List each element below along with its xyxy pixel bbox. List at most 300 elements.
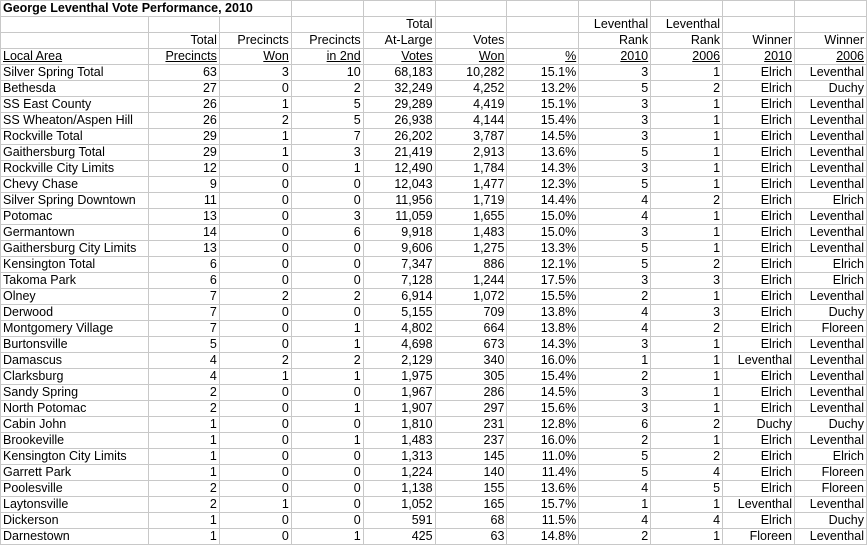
value-cell[interactable]: 1: [148, 417, 219, 433]
value-cell[interactable]: 165: [435, 497, 507, 513]
value-cell[interactable]: Elrich: [723, 177, 795, 193]
value-cell[interactable]: Elrich: [723, 193, 795, 209]
value-cell[interactable]: 1,313: [363, 449, 435, 465]
value-cell[interactable]: 1: [651, 161, 723, 177]
value-cell[interactable]: 2: [651, 449, 723, 465]
value-cell[interactable]: 0: [291, 193, 363, 209]
value-cell[interactable]: 3: [579, 113, 651, 129]
value-cell[interactable]: 26: [148, 113, 219, 129]
value-cell[interactable]: 2: [291, 289, 363, 305]
value-cell[interactable]: Elrich: [723, 145, 795, 161]
value-cell[interactable]: Elrich: [723, 113, 795, 129]
value-cell[interactable]: 1: [219, 129, 291, 145]
value-cell[interactable]: Leventhal: [794, 241, 866, 257]
header-cell[interactable]: Total: [148, 33, 219, 49]
value-cell[interactable]: 0: [291, 513, 363, 529]
value-cell[interactable]: Elrich: [794, 273, 866, 289]
value-cell[interactable]: 7: [148, 321, 219, 337]
value-cell[interactable]: Elrich: [723, 513, 795, 529]
value-cell[interactable]: Leventhal: [723, 497, 795, 513]
value-cell[interactable]: 0: [219, 481, 291, 497]
area-name-cell[interactable]: Poolesville: [1, 481, 149, 497]
value-cell[interactable]: 1: [651, 385, 723, 401]
value-cell[interactable]: 68,183: [363, 65, 435, 81]
value-cell[interactable]: 4,419: [435, 97, 507, 113]
value-cell[interactable]: 4: [579, 305, 651, 321]
value-cell[interactable]: Leventhal: [794, 129, 866, 145]
area-name-cell[interactable]: Laytonsville: [1, 497, 149, 513]
value-cell[interactable]: 0: [291, 481, 363, 497]
value-cell[interactable]: 14.4%: [507, 193, 579, 209]
value-cell[interactable]: 68: [435, 513, 507, 529]
header-cell[interactable]: Votes: [363, 49, 435, 65]
value-cell[interactable]: 1,052: [363, 497, 435, 513]
value-cell[interactable]: Elrich: [723, 225, 795, 241]
value-cell[interactable]: 12.1%: [507, 257, 579, 273]
value-cell[interactable]: 15.0%: [507, 225, 579, 241]
value-cell[interactable]: 17.5%: [507, 273, 579, 289]
value-cell[interactable]: 0: [219, 81, 291, 97]
value-cell[interactable]: Elrich: [723, 241, 795, 257]
value-cell[interactable]: 5: [579, 81, 651, 97]
value-cell[interactable]: 0: [219, 209, 291, 225]
area-name-cell[interactable]: Germantown: [1, 225, 149, 241]
value-cell[interactable]: 5: [579, 449, 651, 465]
value-cell[interactable]: 1: [651, 337, 723, 353]
value-cell[interactable]: 11.0%: [507, 449, 579, 465]
value-cell[interactable]: 340: [435, 353, 507, 369]
header-cell-local-area[interactable]: [1, 17, 149, 33]
value-cell[interactable]: 1,784: [435, 161, 507, 177]
cell[interactable]: [651, 1, 723, 17]
value-cell[interactable]: 15.6%: [507, 401, 579, 417]
area-name-cell[interactable]: Brookeville: [1, 433, 149, 449]
value-cell[interactable]: Elrich: [723, 449, 795, 465]
value-cell[interactable]: 3: [579, 161, 651, 177]
area-name-cell[interactable]: Derwood: [1, 305, 149, 321]
header-cell[interactable]: Precincts: [219, 33, 291, 49]
value-cell[interactable]: 1: [651, 353, 723, 369]
value-cell[interactable]: Elrich: [723, 273, 795, 289]
value-cell[interactable]: 2: [651, 193, 723, 209]
value-cell[interactable]: 2: [219, 289, 291, 305]
cell[interactable]: [363, 1, 435, 17]
header-cell[interactable]: Leventhal: [579, 17, 651, 33]
value-cell[interactable]: Elrich: [723, 465, 795, 481]
value-cell[interactable]: 155: [435, 481, 507, 497]
area-name-cell[interactable]: Kensington City Limits: [1, 449, 149, 465]
value-cell[interactable]: 3: [579, 129, 651, 145]
value-cell[interactable]: 1: [651, 65, 723, 81]
value-cell[interactable]: 3: [579, 97, 651, 113]
value-cell[interactable]: 1: [148, 449, 219, 465]
value-cell[interactable]: Leventhal: [794, 225, 866, 241]
value-cell[interactable]: 11.5%: [507, 513, 579, 529]
value-cell[interactable]: Elrich: [723, 65, 795, 81]
value-cell[interactable]: Elrich: [723, 97, 795, 113]
value-cell[interactable]: 709: [435, 305, 507, 321]
value-cell[interactable]: 2: [579, 289, 651, 305]
area-name-cell[interactable]: Rockville Total: [1, 129, 149, 145]
value-cell[interactable]: 14.8%: [507, 529, 579, 545]
value-cell[interactable]: Leventhal: [794, 161, 866, 177]
area-name-cell[interactable]: Garrett Park: [1, 465, 149, 481]
value-cell[interactable]: 4,252: [435, 81, 507, 97]
value-cell[interactable]: 12,490: [363, 161, 435, 177]
value-cell[interactable]: 5: [579, 177, 651, 193]
value-cell[interactable]: 0: [291, 305, 363, 321]
value-cell[interactable]: Elrich: [723, 161, 795, 177]
value-cell[interactable]: 297: [435, 401, 507, 417]
value-cell[interactable]: 0: [291, 497, 363, 513]
value-cell[interactable]: 2,129: [363, 353, 435, 369]
area-name-cell[interactable]: Rockville City Limits: [1, 161, 149, 177]
value-cell[interactable]: 1: [651, 209, 723, 225]
value-cell[interactable]: 5,155: [363, 305, 435, 321]
value-cell[interactable]: 3: [579, 273, 651, 289]
value-cell[interactable]: 1: [291, 433, 363, 449]
value-cell[interactable]: 1: [148, 465, 219, 481]
value-cell[interactable]: 2: [219, 113, 291, 129]
value-cell[interactable]: 6: [148, 273, 219, 289]
value-cell[interactable]: 29: [148, 145, 219, 161]
value-cell[interactable]: 0: [219, 401, 291, 417]
value-cell[interactable]: 15.4%: [507, 113, 579, 129]
value-cell[interactable]: 140: [435, 465, 507, 481]
value-cell[interactable]: 0: [291, 465, 363, 481]
value-cell[interactable]: 16.0%: [507, 433, 579, 449]
value-cell[interactable]: 11.4%: [507, 465, 579, 481]
value-cell[interactable]: 1: [219, 497, 291, 513]
value-cell[interactable]: 12,043: [363, 177, 435, 193]
value-cell[interactable]: 2: [651, 321, 723, 337]
value-cell[interactable]: 0: [291, 449, 363, 465]
value-cell[interactable]: Elrich: [723, 433, 795, 449]
value-cell[interactable]: 14.3%: [507, 161, 579, 177]
header-cell[interactable]: At-Large: [363, 33, 435, 49]
header-cell[interactable]: [507, 33, 579, 49]
value-cell[interactable]: 1,138: [363, 481, 435, 497]
value-cell[interactable]: 0: [219, 321, 291, 337]
value-cell[interactable]: 591: [363, 513, 435, 529]
value-cell[interactable]: 21,419: [363, 145, 435, 161]
area-name-cell[interactable]: Montgomery Village: [1, 321, 149, 337]
area-name-cell[interactable]: Potomac: [1, 209, 149, 225]
value-cell[interactable]: 5: [291, 97, 363, 113]
value-cell[interactable]: 1: [651, 97, 723, 113]
area-name-cell[interactable]: Damascus: [1, 353, 149, 369]
value-cell[interactable]: 1: [148, 433, 219, 449]
value-cell[interactable]: 0: [219, 257, 291, 273]
value-cell[interactable]: 15.5%: [507, 289, 579, 305]
value-cell[interactable]: 0: [291, 177, 363, 193]
header-cell[interactable]: Rank: [579, 33, 651, 49]
value-cell[interactable]: Leventhal: [794, 97, 866, 113]
value-cell[interactable]: 2: [219, 353, 291, 369]
value-cell[interactable]: 15.7%: [507, 497, 579, 513]
header-cell[interactable]: [507, 17, 579, 33]
value-cell[interactable]: 1: [148, 529, 219, 545]
value-cell[interactable]: 12.8%: [507, 417, 579, 433]
value-cell[interactable]: 16.0%: [507, 353, 579, 369]
header-cell[interactable]: Leventhal: [651, 17, 723, 33]
value-cell[interactable]: 1: [651, 113, 723, 129]
value-cell[interactable]: Leventhal: [794, 209, 866, 225]
value-cell[interactable]: 4: [651, 465, 723, 481]
cell[interactable]: [579, 1, 651, 17]
value-cell[interactable]: 2: [291, 81, 363, 97]
area-name-cell[interactable]: Takoma Park: [1, 273, 149, 289]
value-cell[interactable]: Elrich: [723, 81, 795, 97]
value-cell[interactable]: 13.8%: [507, 321, 579, 337]
value-cell[interactable]: 1,477: [435, 177, 507, 193]
value-cell[interactable]: 1: [651, 129, 723, 145]
area-name-cell[interactable]: Clarksburg: [1, 369, 149, 385]
area-name-cell[interactable]: SS Wheaton/Aspen Hill: [1, 113, 149, 129]
area-name-cell[interactable]: Dickerson: [1, 513, 149, 529]
value-cell[interactable]: 1: [651, 289, 723, 305]
value-cell[interactable]: Leventhal: [794, 289, 866, 305]
value-cell[interactable]: 425: [363, 529, 435, 545]
value-cell[interactable]: Elrich: [794, 449, 866, 465]
header-cell[interactable]: in 2nd: [291, 49, 363, 65]
cell[interactable]: [723, 1, 795, 17]
value-cell[interactable]: 2: [579, 369, 651, 385]
value-cell[interactable]: 5: [579, 257, 651, 273]
value-cell[interactable]: 0: [219, 433, 291, 449]
area-name-cell[interactable]: Kensington Total: [1, 257, 149, 273]
value-cell[interactable]: Elrich: [794, 257, 866, 273]
value-cell[interactable]: 673: [435, 337, 507, 353]
header-cell[interactable]: %: [507, 49, 579, 65]
value-cell[interactable]: 0: [219, 529, 291, 545]
value-cell[interactable]: 286: [435, 385, 507, 401]
area-name-cell[interactable]: Gaithersburg City Limits: [1, 241, 149, 257]
value-cell[interactable]: Leventhal: [794, 401, 866, 417]
value-cell[interactable]: 26,938: [363, 113, 435, 129]
value-cell[interactable]: 14: [148, 225, 219, 241]
area-name-cell[interactable]: Chevy Chase: [1, 177, 149, 193]
value-cell[interactable]: 1: [219, 145, 291, 161]
value-cell[interactable]: Leventhal: [794, 433, 866, 449]
value-cell[interactable]: 0: [219, 177, 291, 193]
value-cell[interactable]: 1,655: [435, 209, 507, 225]
value-cell[interactable]: Elrich: [723, 481, 795, 497]
value-cell[interactable]: 13.2%: [507, 81, 579, 97]
value-cell[interactable]: 1: [651, 401, 723, 417]
value-cell[interactable]: Duchy: [794, 417, 866, 433]
value-cell[interactable]: 1,907: [363, 401, 435, 417]
header-cell[interactable]: 2010: [579, 49, 651, 65]
value-cell[interactable]: 1,719: [435, 193, 507, 209]
value-cell[interactable]: Leventhal: [794, 113, 866, 129]
value-cell[interactable]: Leventhal: [723, 353, 795, 369]
value-cell[interactable]: 4,698: [363, 337, 435, 353]
header-cell[interactable]: Winner: [723, 33, 795, 49]
value-cell[interactable]: 1,244: [435, 273, 507, 289]
value-cell[interactable]: 1: [579, 497, 651, 513]
area-name-cell[interactable]: Burtonsville: [1, 337, 149, 353]
cell[interactable]: [435, 1, 507, 17]
value-cell[interactable]: 32,249: [363, 81, 435, 97]
value-cell[interactable]: 0: [219, 225, 291, 241]
value-cell[interactable]: 4: [579, 481, 651, 497]
value-cell[interactable]: 7,347: [363, 257, 435, 273]
value-cell[interactable]: Elrich: [723, 209, 795, 225]
value-cell[interactable]: Elrich: [723, 321, 795, 337]
value-cell[interactable]: 4: [579, 193, 651, 209]
value-cell[interactable]: 2: [651, 257, 723, 273]
value-cell[interactable]: 14.5%: [507, 129, 579, 145]
area-name-cell[interactable]: North Potomac: [1, 401, 149, 417]
value-cell[interactable]: 5: [148, 337, 219, 353]
value-cell[interactable]: 3: [651, 273, 723, 289]
value-cell[interactable]: 14.3%: [507, 337, 579, 353]
value-cell[interactable]: 7: [148, 289, 219, 305]
value-cell[interactable]: 1,072: [435, 289, 507, 305]
value-cell[interactable]: 6: [148, 257, 219, 273]
value-cell[interactable]: 3: [219, 65, 291, 81]
value-cell[interactable]: 0: [219, 241, 291, 257]
value-cell[interactable]: 9,918: [363, 225, 435, 241]
value-cell[interactable]: 1: [219, 97, 291, 113]
area-name-cell[interactable]: Silver Spring Downtown: [1, 193, 149, 209]
cell[interactable]: [291, 1, 363, 17]
value-cell[interactable]: 2,913: [435, 145, 507, 161]
value-cell[interactable]: 305: [435, 369, 507, 385]
value-cell[interactable]: 12: [148, 161, 219, 177]
value-cell[interactable]: Duchy: [723, 417, 795, 433]
value-cell[interactable]: 6,914: [363, 289, 435, 305]
value-cell[interactable]: 1: [291, 529, 363, 545]
header-cell[interactable]: [291, 17, 363, 33]
value-cell[interactable]: 1,810: [363, 417, 435, 433]
header-cell[interactable]: [794, 17, 866, 33]
value-cell[interactable]: Elrich: [723, 369, 795, 385]
value-cell[interactable]: 11,956: [363, 193, 435, 209]
value-cell[interactable]: Elrich: [723, 385, 795, 401]
value-cell[interactable]: 4,802: [363, 321, 435, 337]
header-cell[interactable]: [148, 17, 219, 33]
value-cell[interactable]: 1: [291, 321, 363, 337]
value-cell[interactable]: Elrich: [794, 193, 866, 209]
header-cell[interactable]: Total: [363, 17, 435, 33]
value-cell[interactable]: 2: [148, 385, 219, 401]
value-cell[interactable]: 886: [435, 257, 507, 273]
header-cell[interactable]: Precincts: [148, 49, 219, 65]
area-name-cell[interactable]: Cabin John: [1, 417, 149, 433]
value-cell[interactable]: 15.1%: [507, 97, 579, 113]
value-cell[interactable]: 231: [435, 417, 507, 433]
value-cell[interactable]: 15.1%: [507, 65, 579, 81]
area-name-cell[interactable]: Olney: [1, 289, 149, 305]
value-cell[interactable]: 0: [219, 465, 291, 481]
value-cell[interactable]: 0: [219, 273, 291, 289]
value-cell[interactable]: 1: [651, 225, 723, 241]
value-cell[interactable]: Duchy: [794, 81, 866, 97]
value-cell[interactable]: 10: [291, 65, 363, 81]
value-cell[interactable]: 0: [291, 257, 363, 273]
header-cell[interactable]: Winner: [794, 33, 866, 49]
value-cell[interactable]: 2: [148, 497, 219, 513]
value-cell[interactable]: 63: [435, 529, 507, 545]
value-cell[interactable]: 1: [651, 241, 723, 257]
value-cell[interactable]: 4,144: [435, 113, 507, 129]
value-cell[interactable]: 1,224: [363, 465, 435, 481]
header-cell-local-area[interactable]: [1, 33, 149, 49]
value-cell[interactable]: 0: [219, 305, 291, 321]
value-cell[interactable]: 1: [651, 177, 723, 193]
value-cell[interactable]: Elrich: [723, 401, 795, 417]
value-cell[interactable]: 1: [219, 369, 291, 385]
value-cell[interactable]: 1,483: [363, 433, 435, 449]
value-cell[interactable]: Floreen: [794, 481, 866, 497]
value-cell[interactable]: Leventhal: [794, 145, 866, 161]
value-cell[interactable]: 0: [291, 385, 363, 401]
cell[interactable]: [507, 1, 579, 17]
value-cell[interactable]: Leventhal: [794, 369, 866, 385]
value-cell[interactable]: 3: [579, 65, 651, 81]
header-cell[interactable]: [435, 17, 507, 33]
value-cell[interactable]: 13.6%: [507, 481, 579, 497]
value-cell[interactable]: 2: [148, 401, 219, 417]
value-cell[interactable]: Floreen: [723, 529, 795, 545]
value-cell[interactable]: 1: [291, 369, 363, 385]
value-cell[interactable]: 14.5%: [507, 385, 579, 401]
value-cell[interactable]: 4: [579, 513, 651, 529]
value-cell[interactable]: 11,059: [363, 209, 435, 225]
value-cell[interactable]: 3: [291, 209, 363, 225]
value-cell[interactable]: 10,282: [435, 65, 507, 81]
value-cell[interactable]: Elrich: [723, 289, 795, 305]
value-cell[interactable]: 2: [651, 417, 723, 433]
header-cell[interactable]: 2006: [651, 49, 723, 65]
value-cell[interactable]: 13: [148, 241, 219, 257]
value-cell[interactable]: 4: [651, 513, 723, 529]
header-cell[interactable]: Precincts: [291, 33, 363, 49]
value-cell[interactable]: 0: [291, 417, 363, 433]
value-cell[interactable]: 27: [148, 81, 219, 97]
header-cell[interactable]: 2010: [723, 49, 795, 65]
value-cell[interactable]: 13.8%: [507, 305, 579, 321]
value-cell[interactable]: 664: [435, 321, 507, 337]
value-cell[interactable]: 3,787: [435, 129, 507, 145]
value-cell[interactable]: 26,202: [363, 129, 435, 145]
header-cell[interactable]: Votes: [435, 33, 507, 49]
value-cell[interactable]: 13.6%: [507, 145, 579, 161]
value-cell[interactable]: 1: [651, 145, 723, 161]
value-cell[interactable]: Elrich: [723, 129, 795, 145]
value-cell[interactable]: Leventhal: [794, 385, 866, 401]
value-cell[interactable]: 1,483: [435, 225, 507, 241]
value-cell[interactable]: 9,606: [363, 241, 435, 257]
value-cell[interactable]: 1: [651, 529, 723, 545]
area-name-cell[interactable]: Sandy Spring: [1, 385, 149, 401]
value-cell[interactable]: 6: [291, 225, 363, 241]
value-cell[interactable]: Leventhal: [794, 177, 866, 193]
value-cell[interactable]: 29: [148, 129, 219, 145]
value-cell[interactable]: Duchy: [794, 513, 866, 529]
header-cell[interactable]: 2006: [794, 49, 866, 65]
value-cell[interactable]: 13.3%: [507, 241, 579, 257]
value-cell[interactable]: Elrich: [723, 257, 795, 273]
value-cell[interactable]: 11: [148, 193, 219, 209]
value-cell[interactable]: 15.4%: [507, 369, 579, 385]
value-cell[interactable]: 3: [651, 305, 723, 321]
value-cell[interactable]: 5: [291, 113, 363, 129]
sheet-title[interactable]: George Leventhal Vote Performance, 2010: [1, 1, 292, 17]
value-cell[interactable]: 3: [579, 337, 651, 353]
